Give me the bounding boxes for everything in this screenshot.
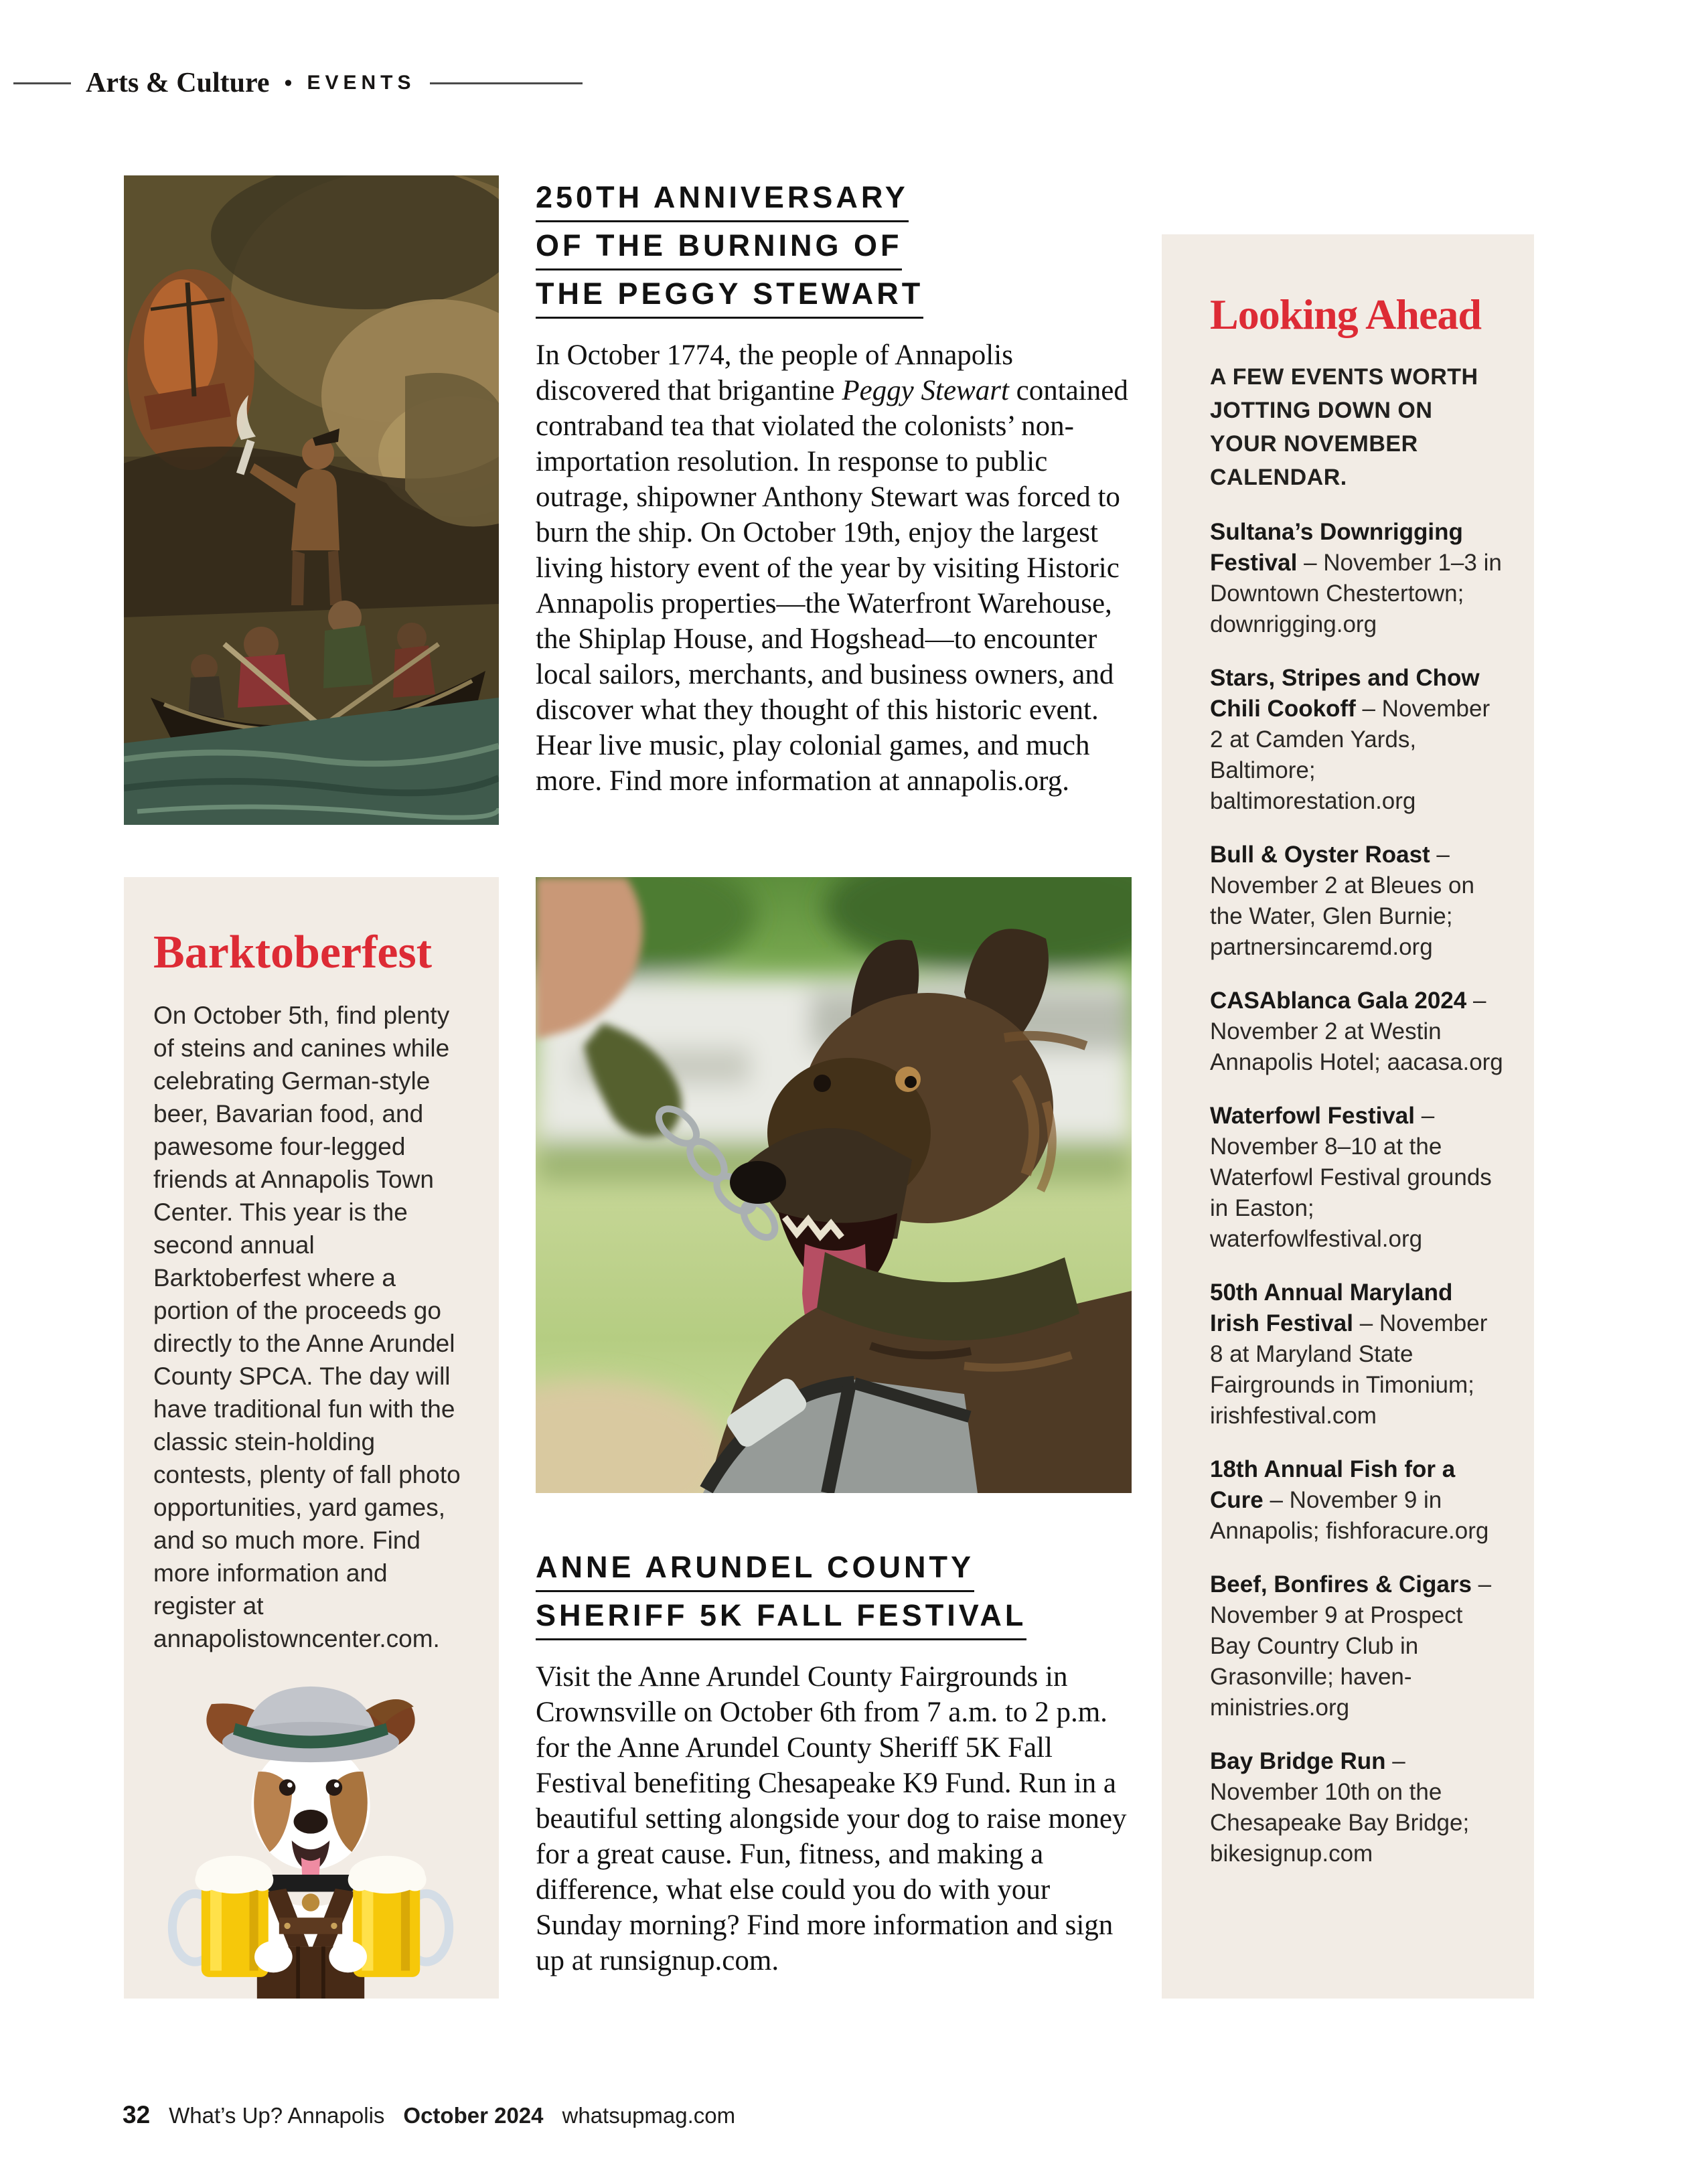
- event-details: – November 8 at Maryland State Fairgrounds in Timonium; irishfestival.com: [1210, 1310, 1488, 1429]
- article-body: Visit the Anne Arundel County Fairgrounds in Crownsville on October 6th from 7 a.m. to 2 p.m. for the Anne Arundel County Sheriff 5K Fall Festival benefiting Chesapeake K9 Fund. Run in a beautiful setting alongside your dog to raise money for a great cause. Fun, fitness, and making a difference, what else could you do with your Sunday morning? Find more information and sign up at runsignup.com.: [536, 1661, 1127, 1976]
- oktoberfest-dog-illustration: [160, 1674, 461, 1999]
- magazine-website: whatsupmag.com: [562, 2103, 736, 2128]
- event-name: Bay Bridge Run: [1210, 1748, 1386, 1774]
- burning-ship: [127, 269, 254, 470]
- article-title-line: ANNE ARUNDEL COUNTY: [536, 1552, 974, 1592]
- barktoberfest-title: Barktoberfest: [153, 927, 433, 978]
- event-details: – November 9 at Prospect Bay Country Club in Grasonville; haven-ministries.org: [1210, 1571, 1492, 1721]
- looking-ahead-sidebar: [1162, 234, 1534, 1999]
- list-item: [1210, 1746, 1505, 1869]
- article-title-line: SHERIFF 5K FALL FESTIVAL: [536, 1600, 1026, 1640]
- page-footer: [123, 2101, 735, 2129]
- police-dog-photo: [536, 877, 1132, 1493]
- event-details: – November 2 at Bleues on the Water, Glen Burnie; partnersincaremd.org: [1210, 842, 1474, 960]
- article-body-text: contained contraband tea that violated the colonists’ non-importation resolution. In response to public outrage, shipowner Anthony Stewart was forced to burn the ship. On October 19th, enjoy the largest living history event of the year by visiting Historic Annapolis properties—the Waterfront Warehouse, the Shiplap House, and Hogshead—to encounter local sailors, merchants, and business owners, and discover what they thought of this historic event. Hear live music, play colonial games, and much more. Find more information at annapolis.org.: [536, 375, 1128, 797]
- header-rule-right: [430, 82, 583, 84]
- article-title-line: 250TH ANNIVERSARY: [536, 182, 909, 222]
- section-tag: EVENTS: [307, 72, 416, 94]
- event-details: – November 2 at Camden Yards, Baltimore; baltimorestation.org: [1210, 696, 1490, 814]
- event-name: Stars, Stripes and Chow Chili Cookoff: [1210, 665, 1480, 722]
- page-number: 32: [123, 2101, 151, 2128]
- section-separator-dot: •: [284, 70, 293, 96]
- peggy-stewart-painting-image: [124, 175, 499, 825]
- list-item: [1210, 840, 1505, 963]
- oktoberfest-dog-illustration-image: [160, 1674, 461, 1999]
- magazine-name: What’s Up? Annapolis: [169, 2103, 385, 2128]
- event-name: Bull & Oyster Roast: [1210, 842, 1430, 868]
- event-name: 50th Annual Maryland Irish Festival: [1210, 1279, 1453, 1336]
- list-item: [1210, 1101, 1505, 1255]
- event-details: – November 2 at Westin Annapolis Hotel; aacasa.org: [1210, 988, 1503, 1075]
- sidebar-title: Looking Ahead: [1210, 291, 1481, 338]
- list-item: [1210, 517, 1505, 640]
- section-header: [13, 67, 583, 99]
- event-details: – November 10th on the Chesapeake Bay Bridge; bikesignup.com: [1210, 1748, 1470, 1867]
- ship-name-italic: Peggy Stewart: [842, 375, 1009, 406]
- issue-date: October 2024: [403, 2103, 544, 2128]
- list-item: [1210, 663, 1505, 817]
- event-name: Beef, Bonfires & Cigars: [1210, 1571, 1472, 1597]
- article-body: [536, 337, 1138, 799]
- article-peggy-stewart: [536, 182, 1138, 799]
- event-name: Waterfowl Festival: [1210, 1103, 1415, 1129]
- event-details: – November 1–3 in Downtown Chestertown; downrigging.org: [1210, 550, 1502, 637]
- painting-illustration: [124, 175, 499, 825]
- barktoberfest-body: On October 5th, find plenty of steins and canines while celebrating German-style beer, Bavarian food, and pawesome four-legged friends at Annapolis Town Center. This year is the second annual Barktoberfest where a portion of the proceeds go directly to the Anne Arundel County SPCA. The day will have traditional fun with the classic stein-holding contests, plenty of fall photo opportunities, yard games, and so much more. Find more information and register at annapolistowncenter.com.: [153, 1002, 461, 1652]
- police-dog-photo-image: [536, 877, 1132, 1493]
- article-title-line: THE PEGGY STEWART: [536, 279, 923, 319]
- event-name: Sultana’s Downrigging Festival: [1210, 519, 1463, 576]
- section-title: Arts & Culture: [86, 68, 270, 98]
- sidebar-intro: A FEW EVENTS WORTH JOTTING DOWN ON YOUR NOVEMBER CALENDAR.: [1210, 364, 1478, 490]
- event-details: – November 8–10 at the Waterfowl Festival grounds in Easton; waterfowlfestival.org: [1210, 1103, 1492, 1252]
- event-name: CASAblanca Gala 2024: [1210, 988, 1467, 1014]
- article-title-line: OF THE BURNING OF: [536, 230, 902, 270]
- article-body-text: In October 1774, the people of Annapolis discovered that brigantine: [536, 339, 1013, 406]
- header-rule-left: [13, 82, 71, 84]
- list-item: [1210, 1454, 1505, 1547]
- event-name: 18th Annual Fish for a Cure: [1210, 1456, 1456, 1513]
- article-sheriff-5k: [536, 1552, 1138, 1978]
- list-item: [1210, 986, 1505, 1078]
- event-details: – November 9 in Annapolis; fishforacure.org: [1210, 1487, 1489, 1544]
- article-barktoberfest: [124, 877, 499, 1999]
- list-item: [1210, 1277, 1505, 1431]
- sidebar-event-list: [1210, 517, 1505, 1869]
- list-item: [1210, 1569, 1505, 1723]
